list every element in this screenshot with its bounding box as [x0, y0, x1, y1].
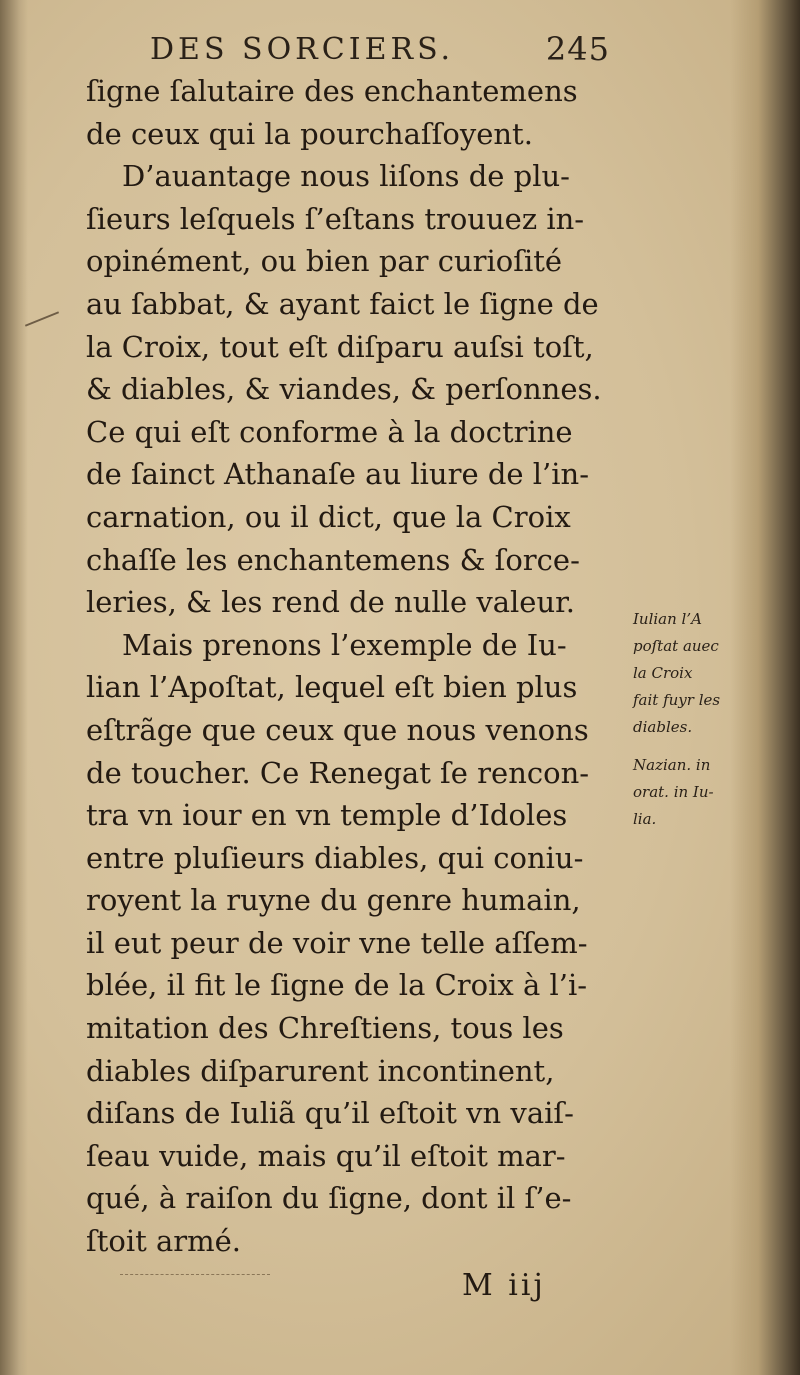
text-line: au ſabbat, & ayant faict le ſigne de — [86, 286, 599, 321]
margin-note-line: orat. in Iu- — [633, 783, 714, 801]
bleed-through-mark — [120, 1274, 270, 1276]
text-line: mitation des Chreſtiens, tous les — [86, 1011, 564, 1046]
text-line: carnation, ou il dict, que la Croix — [86, 499, 571, 534]
text-line: ſigne ſalutaire des enchantemens — [86, 74, 578, 108]
text-line: Mais prenons l’exemple de Iu- — [122, 627, 567, 662]
text-line: de ceux qui la pourchaſſoyent. — [86, 116, 533, 151]
margin-note-line: fait fuyr les — [633, 691, 721, 709]
margin-note-line: lia. — [633, 810, 657, 828]
text-line: ſieurs leſquels ſ’eſtans trouuez in- — [86, 201, 585, 236]
running-head: DES SORCIERS. — [150, 32, 455, 67]
text-line: ſtoit armé. — [86, 1224, 242, 1259]
text-line: de ſainct Athanaſe au liure de l’in- — [86, 457, 590, 492]
margin-note-nazianzen — [633, 752, 773, 833]
body-text — [86, 70, 626, 1263]
text-line: tra vn iour en vn temple d’Idoles — [86, 798, 568, 833]
margin-note-line: la Croix — [633, 664, 693, 682]
text-line: diables diſparurent incontinent, — [86, 1053, 555, 1088]
text-line: lian l’Apoſtat, lequel eſt bien plus — [86, 670, 578, 705]
text-line: leries, & les rend de nulle valeur. — [86, 585, 576, 620]
text-line: chaſſe les enchantemens & ſorce- — [86, 542, 580, 577]
text-line: blée, il fit le ſigne de la Croix à l’i- — [86, 968, 588, 1003]
ink-mark — [25, 311, 59, 326]
binding-gutter — [0, 0, 28, 1375]
margin-note-line: Nazian. in — [633, 756, 711, 774]
text-line: opinément, ou bien par curioſité — [86, 244, 563, 279]
text-line: royent la ruyne du genre humain, — [86, 883, 581, 918]
text-line: de toucher. Ce Renegat ſe rencon- — [86, 755, 590, 790]
signature-mark: M iij — [462, 1268, 546, 1303]
margin-note-line: poſtat auec — [633, 637, 719, 655]
margin-note-line: Iulian l’A — [633, 610, 702, 628]
text-line: eſtrãge que ceux que nous venons — [86, 712, 589, 747]
text-line: la Croix, tout eſt diſparu auſsi toſt, — [86, 329, 594, 364]
text-line: qué, à raiſon du ſigne, dont il ſ’e- — [86, 1181, 572, 1216]
margin-note-line: diables. — [633, 718, 693, 736]
text-line: il eut peur de voir vne telle aſſem- — [86, 925, 588, 960]
text-line: ſeau vuide, mais qu’il eſtoit mar- — [86, 1138, 566, 1173]
page-number: 245 — [545, 30, 610, 68]
text-line: D’auantage nous liſons de plu- — [122, 159, 570, 194]
text-line: entre pluſieurs diables, qui coniu- — [86, 840, 584, 875]
text-line: & diables, & viandes, & perſonnes. — [86, 372, 602, 407]
text-line: Ce qui eſt conforme à la doctrine — [86, 414, 573, 449]
margin-note-julian — [633, 606, 773, 741]
text-line: diſans de Iuliã qu’il eſtoit vn vaiſ- — [86, 1096, 574, 1131]
